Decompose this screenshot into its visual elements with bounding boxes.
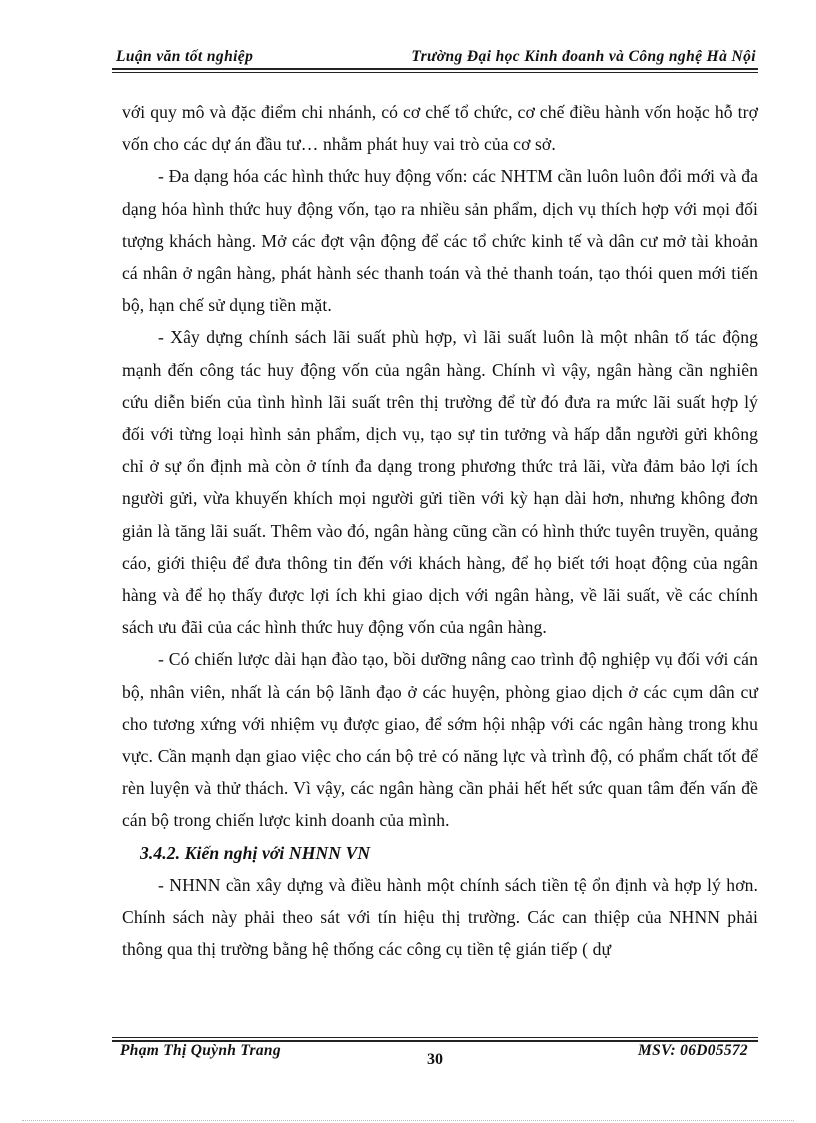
page-header — [112, 44, 758, 72]
footer-student-id: MSV: 06D05572 — [638, 1042, 748, 1059]
header-rule-thick — [112, 68, 758, 70]
header-university-name: Trường Đại học Kinh đoanh và Công nghệ Hà Nội — [411, 48, 756, 65]
paragraph-nhnn-policy: - NHNN cần xây dựng và điều hành một chính sách tiền tệ ổn định và hợp lý hơn. Chính sách này phải theo sát với tín hiệu thị trường. Các can thiệp của NHNN phải thông qua thị trường bằng hệ thống các công cụ tiền tệ gián tiếp ( dự — [122, 874, 758, 960]
page-number: 30 — [427, 1051, 443, 1068]
paragraph-diversify-mobilization: - Đa dạng hóa các hình thức huy động vốn: các NHTM cần luôn luôn đổi mới và đa dạng hóa hình thức huy động vốn, tạo ra nhiều sản phẩm, dịch vụ thích hợp với mọi đối tượng khách hàng. Mở các đợt vận động để các tổ chức kinh tế và dân cư mở tài khoản cá nhân ở ngân hàng, phát hành séc thanh toán và thẻ thanh toán, tạo thói quen mới tiến bộ, hạn chế sử dụng tiền mặt. — [122, 166, 758, 316]
body-text — [122, 96, 758, 965]
paragraph-continuation: với quy mô và đặc điểm chi nhánh, có cơ chế tổ chức, cơ chế điều hành vốn hoặc hỗ trợ vốn cho các dự án đầu tư… nhằm phát huy vai trò của cơ sở. — [122, 102, 758, 155]
paragraph-interest-policy: - Xây dựng chính sách lãi suất phù hợp, vì lãi suất luôn là một nhân tố tác động mạnh đến công tác huy động vốn của ngân hàng. Chính vì vậy, ngân hàng cần nghiên cứu diễn biến của tình hình lãi suất trên thị trường để từ đó đưa ra mức lãi suất hợp lý đối với từng loại hình sản phẩm, dịch vụ, tạo sự tin tưởng và hấp dẫn người gửi không chỉ ở sự ổn định mà còn ở tính đa dạng trong phương thức trả lãi, vừa đảm bảo lợi ích người gửi, vừa khuyến khích mọi người gửi tiền với kỳ hạn dài hơn, nhưng không đơn giản là tăng lãi suất. Thêm vào đó, ngân hàng cũng cần có hình thức tuyên truyền, quảng cáo, giới thiệu để đưa thông tin đến với khách hàng, để họ biết tới hoạt động của ngân hàng và để họ thấy được lợi ích khi giao dịch với ngân hàng, về lãi suất, về các chính sách ưu đãi của các hình thức huy động vốn của ngân hàng. — [122, 327, 758, 638]
footer-rule-thin — [112, 1037, 758, 1038]
header-rule-thin — [112, 72, 758, 73]
header-thesis-label: Luận văn tốt nghiệp — [116, 48, 254, 65]
paragraph-training-strategy: - Có chiến lược dài hạn đào tạo, bồi dưỡng nâng cao trình độ nghiệp vụ đối với cán bộ, nhân viên, nhất là cán bộ lãnh đạo ở các huyện, phòng giao dịch ở các cụm dân cư cho tương xứng với nhiệm vụ được giao, để sớm hội nhập với các ngân hàng trong khu vực. Cần mạnh dạn giao việc cho cán bộ trẻ có năng lực và trình độ, có phẩm chất tốt để rèn luyện và thử thách. Vì vậy, các ngân hàng cần phải hết hết sức quan tâm đến vấn đề cán bộ trong chiến lược kinh doanh của mình. — [122, 649, 758, 831]
page-bottom-dotted-border — [22, 1120, 794, 1121]
section-heading: 3.4.2. Kiến nghị với NHNN VN — [140, 842, 371, 863]
footer-author: Phạm Thị Quỳnh Trang — [120, 1042, 281, 1059]
page-footer — [112, 1037, 758, 1077]
